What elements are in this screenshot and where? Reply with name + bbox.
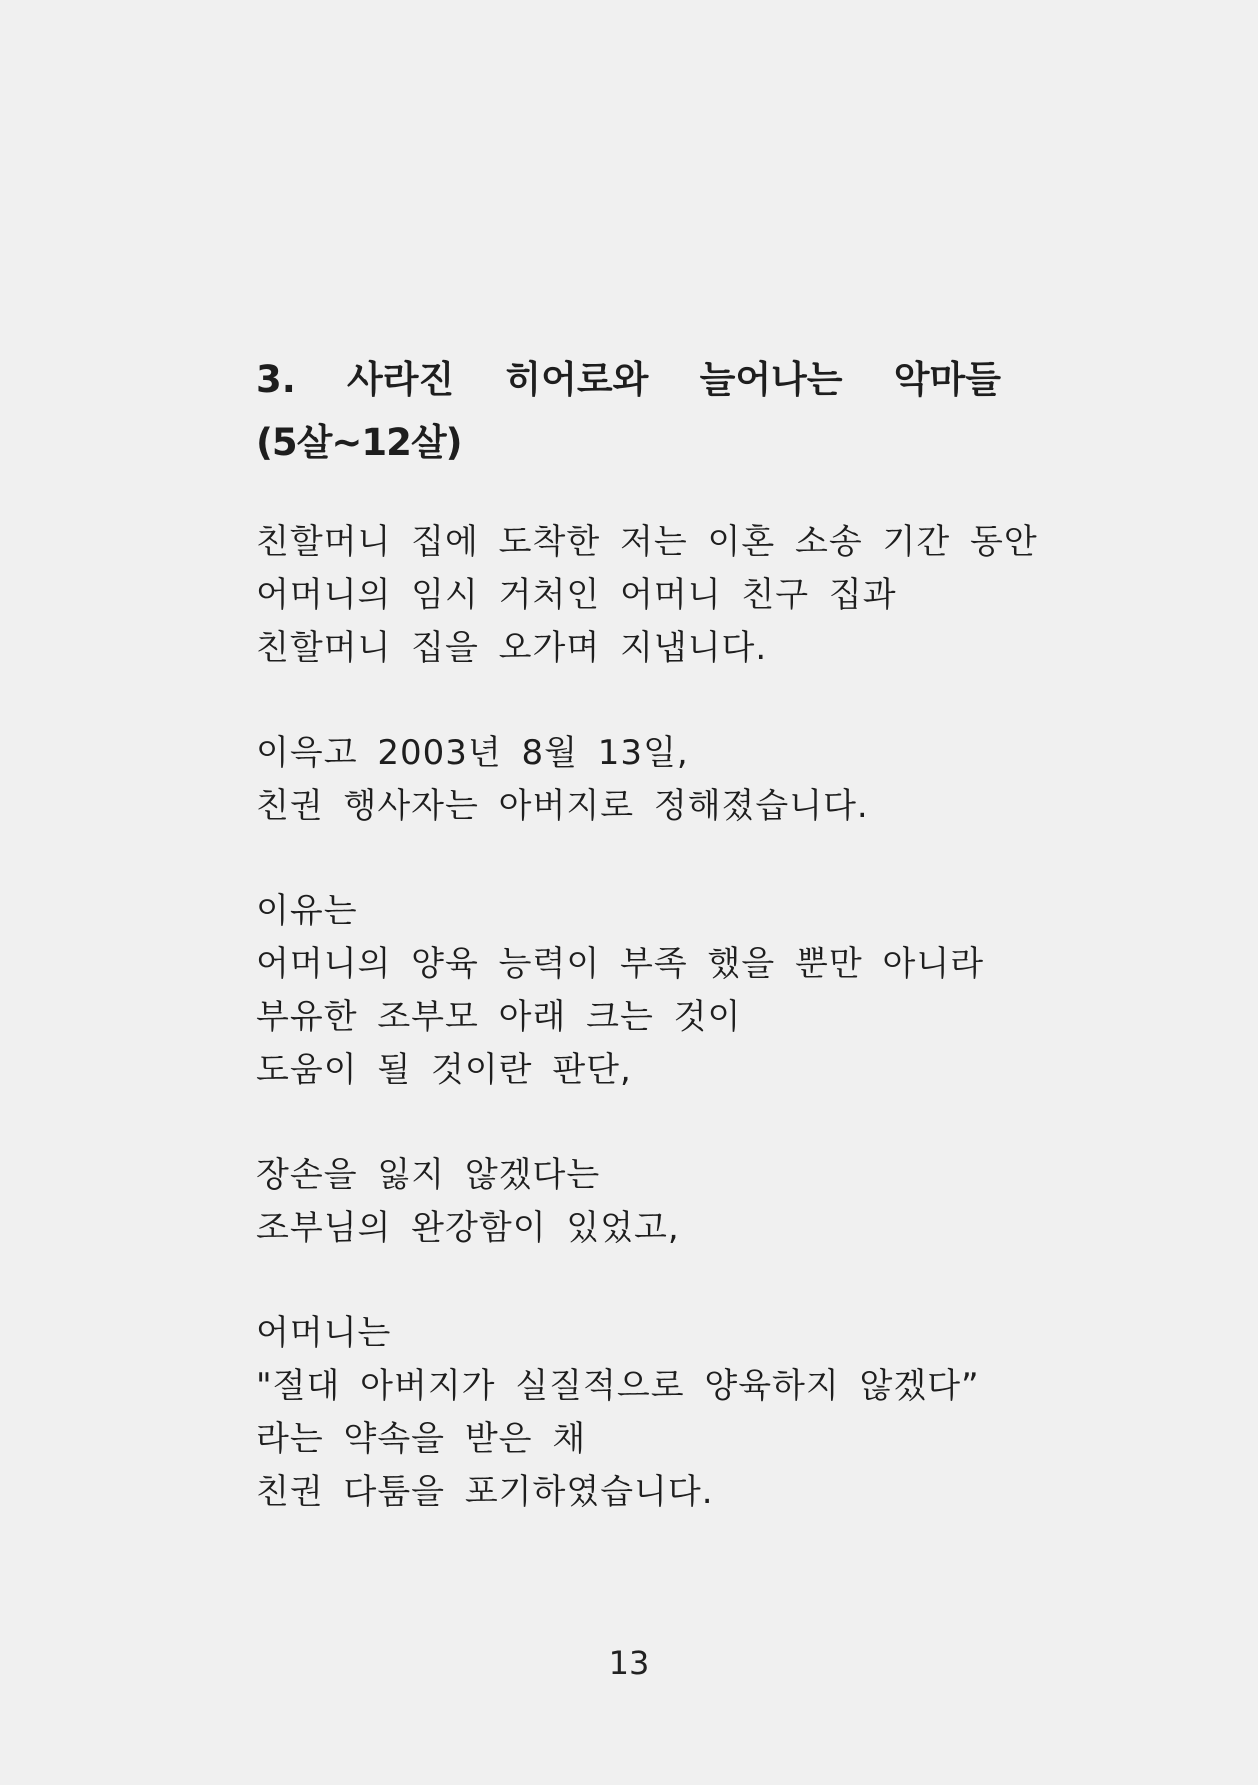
paragraph: [256, 885, 1016, 1097]
text-line: 장손을 잃지 않겠다는: [256, 1155, 601, 1195]
paragraph: [256, 1307, 1016, 1519]
text-line: 부유한 조부모 아래 크는 것이: [256, 997, 742, 1037]
paragraph: [256, 1149, 1016, 1255]
chapter-title: [256, 348, 1001, 474]
chapter-title-line1: [256, 348, 1001, 411]
page-number: 13: [608, 1644, 650, 1682]
paragraph: [256, 727, 1016, 833]
title-word: 3.: [256, 358, 296, 401]
text-line: 어머니는: [256, 1313, 392, 1353]
text-line: 어머니의 임시 거처인 어머니 친구 집과: [256, 575, 897, 615]
title-word: 사라진: [347, 358, 455, 401]
body-text: [256, 516, 1038, 1571]
text-line: 이윽고 2003년 8월 13일,: [256, 733, 689, 773]
chapter-title-age-range: (5살~12살): [256, 421, 462, 464]
text-line: 친할머니 집을 오가며 지냅니다.: [256, 628, 768, 668]
title-word: 히어로와: [505, 358, 649, 401]
title-word: 늘어나는: [699, 358, 843, 401]
text-line: 어머니의 양육 능력이 부족 했을 뿐만 아니라: [256, 944, 985, 984]
title-word: 악마들: [893, 358, 1001, 401]
text-line: "절대 아버지가 실질적으로 양육하지 않겠다”: [256, 1366, 980, 1406]
text-line: 이유는: [256, 891, 358, 931]
paragraph: [256, 516, 1038, 675]
text-line: 라는 약속을 받은 채: [256, 1419, 587, 1459]
text-line: 친권 행사자는 아버지로 정해졌습니다.: [256, 786, 869, 826]
text-line: 친할머니 집에 도착한 저는 이혼 소송 기간 동안: [256, 522, 1038, 562]
text-line: 조부님의 완강함이 있었고,: [256, 1208, 680, 1248]
text-line: 도움이 될 것이란 판단,: [256, 1050, 632, 1090]
text-line: 친권 다툼을 포기하였습니다.: [256, 1472, 714, 1512]
